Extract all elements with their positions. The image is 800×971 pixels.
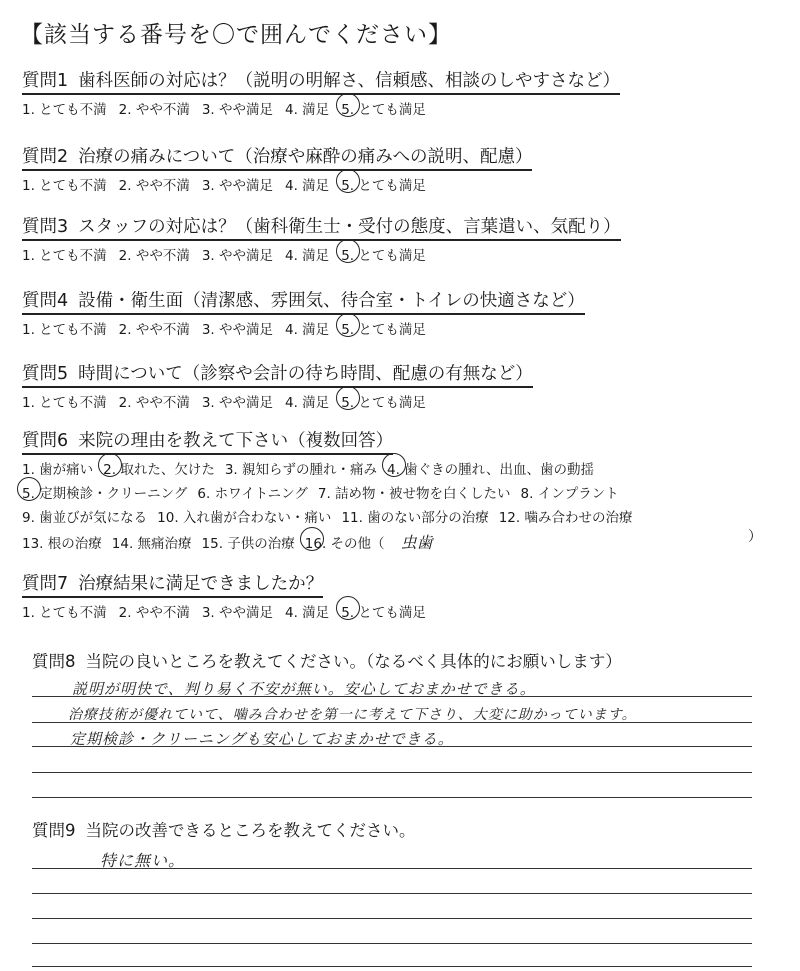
q6-option-3[interactable]: 3. 親知らずの腫れ・痛み: [224, 462, 378, 478]
q6-option-10[interactable]: 10. 入れ歯が合わない・痛い: [157, 510, 332, 526]
q6-option-8[interactable]: 8. インプラント: [520, 486, 619, 502]
q7-text: 治療結果に満足できましたか？: [78, 574, 324, 594]
q8-heading: [32, 648, 622, 672]
q4-option-1[interactable]: 1. とても不満: [22, 322, 107, 338]
q1-options: [22, 98, 438, 118]
q6-close-paren: ）: [748, 529, 762, 545]
q1-text: 歯科医師の対応は？（説明の明解さ、信頼感、相談のしやすさなど）: [78, 71, 620, 91]
q9-line-4: [32, 943, 752, 944]
q8-answer-2: 治療技術が優れていて、噛み合わせを第一に考えて下さり、大変に助かっています。: [68, 707, 637, 723]
q7-number: 質問7: [22, 574, 69, 594]
q1-number: 質問1: [22, 71, 69, 91]
q2-text: 治療の痛みについて（治療や麻酔の痛みへの説明、配慮）: [78, 147, 533, 167]
q1-option-4[interactable]: 4. 満足: [285, 102, 330, 118]
q6-option-6[interactable]: 6. ホワイトニング: [197, 486, 308, 502]
q6-option-1[interactable]: 1. 歯が痛い: [22, 462, 94, 478]
q9-line-5: [32, 966, 752, 967]
q5-option-3[interactable]: 3. やや満足: [201, 395, 274, 411]
q9-heading: [32, 817, 416, 841]
q2-option-1[interactable]: 1. とても不満: [22, 178, 107, 194]
q3-option-1[interactable]: 1. とても不満: [22, 248, 107, 264]
q2-option-3[interactable]: 3. やや満足: [201, 178, 274, 194]
q7-heading: [22, 573, 323, 598]
q6-text: 来院の理由を教えて下さい（複数回答）: [78, 431, 394, 451]
q2-option-2[interactable]: 2. やや不満: [118, 178, 190, 194]
q1-heading: [22, 70, 620, 95]
q6-row-2: [22, 482, 629, 502]
q8-number: 質問8: [32, 652, 76, 671]
q5-option-4[interactable]: 4. 満足: [285, 395, 330, 411]
q6-option-16[interactable]: 16. その他（: [305, 532, 385, 552]
q8-line-5: [32, 797, 752, 798]
q7-option-2[interactable]: 2. やや不満: [118, 605, 190, 621]
q9-text: 当院の改善できるところを教えてください。: [85, 821, 416, 840]
q3-text: スタッフの対応は？（歯科衛生士・受付の態度、言葉遣い、気配り）: [78, 217, 621, 237]
q6-option-14[interactable]: 14. 無痛治療: [111, 536, 192, 552]
q4-option-5[interactable]: 5. とても満足: [341, 318, 426, 338]
q3-options: [22, 244, 438, 264]
q2-number: 質問2: [22, 147, 69, 167]
q6-option-12[interactable]: 12. 噛み合わせの治療: [498, 510, 633, 526]
q6-option-7[interactable]: 7. 詰め物・被せ物を白くしたい: [317, 486, 511, 502]
page-title: 【該当する番号を〇で囲んでください】: [20, 22, 452, 48]
q4-option-4[interactable]: 4. 満足: [285, 322, 330, 338]
q6-option-2[interactable]: 2. 取れた、欠けた: [103, 458, 215, 478]
q6-option-5[interactable]: 5. 定期検診・クリーニング: [22, 482, 187, 502]
q4-options: [22, 318, 438, 338]
q4-option-3[interactable]: 3. やや満足: [201, 322, 274, 338]
q5-option-1[interactable]: 1. とても不満: [22, 395, 107, 411]
q5-text: 時間について（診察や会計の待ち時間、配慮の有無など）: [78, 364, 533, 384]
q5-options: [22, 391, 438, 411]
q7-option-5[interactable]: 5. とても満足: [341, 601, 426, 621]
q6-option-9[interactable]: 9. 歯並びが気になる: [22, 510, 148, 526]
q1-option-1[interactable]: 1. とても不満: [22, 102, 107, 118]
q8-line-4: [32, 772, 752, 773]
q6-heading: [22, 430, 393, 455]
q6-row-4: [22, 530, 433, 553]
q2-option-4[interactable]: 4. 満足: [285, 178, 330, 194]
q5-option-2[interactable]: 2. やや不満: [118, 395, 190, 411]
q4-number: 質問4: [22, 291, 69, 311]
q3-option-4[interactable]: 4. 満足: [285, 248, 330, 264]
q6-row-3: [22, 506, 642, 526]
q9-line-2: [32, 893, 752, 894]
q3-option-3[interactable]: 3. やや満足: [201, 248, 274, 264]
q8-answer-1: 説明が明快で、判り易く不安が無い。安心しておまかせできる。: [72, 680, 536, 698]
q9-line-3: [32, 918, 752, 919]
q3-option-5[interactable]: 5. とても満足: [341, 244, 426, 264]
q7-option-4[interactable]: 4. 満足: [285, 605, 330, 621]
q4-option-2[interactable]: 2. やや不満: [118, 322, 190, 338]
q6-option-15[interactable]: 15. 子供の治療: [201, 536, 295, 552]
q6-other-answer: 虫歯: [400, 533, 433, 552]
q7-options: [22, 601, 438, 621]
q5-option-5[interactable]: 5. とても満足: [341, 391, 426, 411]
q2-option-5[interactable]: 5. とても満足: [341, 174, 426, 194]
q7-option-1[interactable]: 1. とても不満: [22, 605, 107, 621]
q2-options: [22, 174, 438, 194]
q5-heading: [22, 363, 533, 388]
q4-heading: [22, 290, 585, 315]
q4-text: 設備・衛生面（清潔感、雰囲気、待合室・トイレの快適さなど）: [78, 291, 585, 311]
q1-option-5[interactable]: 5. とても満足: [341, 98, 426, 118]
q6-option-13[interactable]: 13. 根の治療: [22, 536, 102, 552]
q3-number: 質問3: [22, 217, 69, 237]
q3-heading: [22, 216, 621, 241]
q1-option-3[interactable]: 3. やや満足: [201, 102, 274, 118]
q8-text: 当院の良いところを教えてください。（なるべく具体的にお願いします）: [85, 652, 622, 671]
q2-heading: [22, 146, 532, 171]
q6-option-4[interactable]: 4. 歯ぐきの腫れ、出血、歯の動揺: [387, 458, 594, 478]
q6-row-1: [22, 458, 604, 478]
q3-option-2[interactable]: 2. やや不満: [118, 248, 190, 264]
q9-answer-1: 特に無い。: [100, 851, 186, 870]
q1-option-2[interactable]: 2. やや不満: [118, 102, 190, 118]
q7-option-3[interactable]: 3. やや満足: [201, 605, 274, 621]
q9-number: 質問9: [32, 821, 76, 840]
q5-number: 質問5: [22, 364, 69, 384]
q8-answer-3: 定期検診・クリーニングも安心しておまかせできる。: [70, 730, 454, 748]
q6-option-11[interactable]: 11. 歯のない部分の治療: [341, 510, 489, 526]
q6-number: 質問6: [22, 431, 69, 451]
